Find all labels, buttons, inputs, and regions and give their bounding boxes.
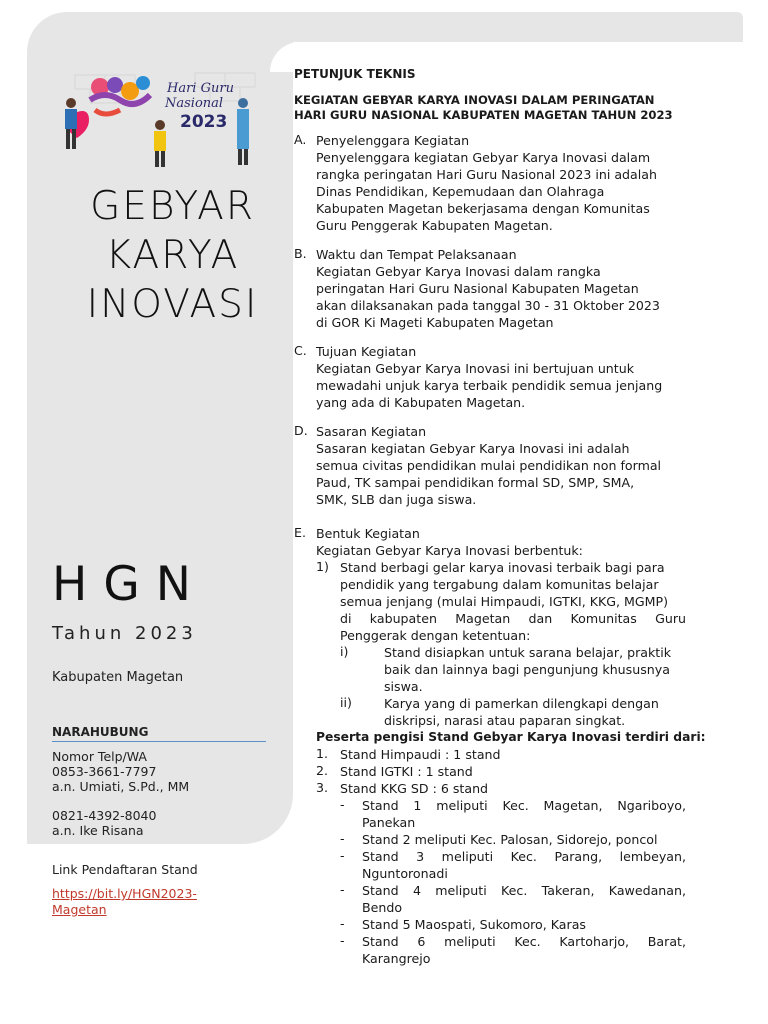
narahubung-heading: NARAHUBUNG: [52, 725, 149, 739]
stand-item-line: Karangrejo: [362, 951, 431, 966]
section-c-line: yang ada di Kabupaten Magetan.: [316, 395, 526, 410]
section-b-line: peringatan Hari Guru Nasional Kabupaten Magetan: [316, 281, 639, 296]
registration-link-label: Link Pendaftaran Stand: [52, 862, 198, 877]
peserta-number: 3.: [316, 780, 329, 795]
point-1-line: di kabupaten Magetan dan Komunitas Guru: [340, 611, 686, 626]
svg-text:Hari Guru: Hari Guru: [167, 81, 234, 96]
contact-phone-1: 0853-3661-7797: [52, 764, 157, 779]
kabupaten-label: Kabupaten Magetan: [52, 670, 184, 685]
stand-item-line: Stand 3 meliputi Kec. Parang, lembeyan,: [362, 849, 686, 864]
section-e-title: Bentuk Kegiatan: [316, 526, 420, 541]
section-d-line: semua civitas pendidikan mulai pendidikan non formal: [316, 458, 662, 473]
narahubung-divider: [52, 741, 266, 742]
point-1-number: 1): [316, 559, 329, 574]
stand-item-line: Nguntoronadi: [362, 866, 448, 881]
section-a-line: rangka peringatan Hari Guru Nasional 2023 ini adalah: [316, 167, 657, 182]
section-a-line: Penyelenggara kegiatan Gebyar Karya Inovasi dalam: [316, 150, 651, 165]
section-e-line: Kegiatan Gebyar Karya Inovasi berbentuk:: [316, 543, 583, 558]
sub-ii-number: ii): [340, 695, 352, 710]
point-1-line: pendidik yang tergabung dalam komunitas belajar: [340, 577, 659, 592]
stand-item-line: Stand 5 Maospati, Sukomoro, Karas: [362, 917, 586, 932]
point-1-line: Penggerak dengan ketentuan:: [340, 628, 531, 643]
section-d-title: Sasaran Kegiatan: [316, 424, 427, 439]
contact-label: Nomor Telp/WA: [52, 749, 147, 764]
dash-bullet: -: [340, 882, 345, 897]
stand-item-line: Stand 1 meliputi Kec. Magetan, Ngariboyo,: [362, 798, 686, 813]
section-b-line: Kegiatan Gebyar Karya Inovasi dalam rangka: [316, 264, 601, 279]
section-b-letter: B.: [294, 246, 307, 261]
year-label: Tahun 2023: [52, 623, 197, 644]
peserta-item: Stand KKG SD : 6 stand: [340, 781, 489, 796]
title-line-3: INOVASI: [86, 282, 259, 327]
stand-item-line: Bendo: [362, 900, 403, 915]
sub-i-number: i): [340, 644, 349, 659]
stand-item-line: Stand 6 meliputi Kec. Kartoharjo, Barat,: [362, 934, 686, 949]
dash-bullet: -: [340, 848, 345, 863]
sub-ii-line: diskripsi, narasi atau paparan singkat.: [384, 713, 626, 728]
point-1-line: Stand berbagi gelar karya inovasi terbaik bagi para: [340, 560, 665, 575]
section-c-line: Kegiatan Gebyar Karya Inovasi ini bertujuan untuk: [316, 361, 635, 376]
section-d-line: SMK, SLB dan juga siswa.: [316, 492, 477, 507]
section-e-letter: E.: [294, 525, 306, 540]
hari-guru-nasional-logo: [55, 65, 265, 170]
contact-phone-2: 0821-4392-8040: [52, 808, 157, 823]
svg-text:2023: 2023: [180, 112, 228, 132]
section-a-letter: A.: [294, 132, 307, 147]
peserta-number: 2.: [316, 763, 329, 778]
point-1-line: semua jenjang (mulai Himpaudi, IGTKI, KKG, MGMP): [340, 594, 668, 609]
peserta-item: Stand IGTKI : 1 stand: [340, 764, 473, 779]
section-c-title: Tujuan Kegiatan: [316, 344, 417, 359]
section-a-title: Penyelenggara Kegiatan: [316, 133, 470, 148]
peserta-number: 1.: [316, 746, 329, 761]
section-a-line: Guru Penggerak Kabupaten Magetan.: [316, 218, 553, 233]
section-d-line: Paud, TK sampai pendidikan formal SD, SMP, SMA,: [316, 475, 635, 490]
hgn-heading: HGN: [52, 557, 207, 612]
sub-ii-line: Karya yang di pamerkan dilengkapi dengan: [384, 696, 659, 711]
section-b-line: akan dilaksanakan pada tanggal 30 - 31 Oktober 2023: [316, 298, 660, 313]
dash-bullet: -: [340, 797, 345, 812]
registration-link[interactable]: https://bit.ly/HGN2023-Magetan: [52, 886, 197, 917]
sub-i-line: Stand disiapkan untuk sarana belajar, praktik: [384, 645, 671, 660]
top-header-strip: [293, 12, 743, 42]
section-a-line: Dinas Pendidikan, Kepemudaan dan Olahraga: [316, 184, 605, 199]
stand-item-line: Stand 2 meliputi Kec. Palosan, Sidorejo, poncol: [362, 832, 658, 847]
section-d-line: Sasaran kegiatan Gebyar Karya Inovasi ini adalah: [316, 441, 630, 456]
section-a-line: Kabupaten Magetan bekerjasama dengan Komunitas: [316, 201, 650, 216]
heading-kegiatan-1: KEGIATAN GEBYAR KARYA INOVASI DALAM PERINGATAN: [294, 93, 655, 107]
contact-name-1: a.n. Umiati, S.Pd., MM: [52, 779, 190, 794]
dash-bullet: -: [340, 831, 345, 846]
sub-i-line: siswa.: [384, 679, 423, 694]
contact-name-2: a.n. Ike Risana: [52, 823, 144, 838]
peserta-heading: Peserta pengisi Stand Gebyar Karya Inovasi terdiri dari:: [316, 730, 706, 744]
title-line-1: GEBYAR: [90, 184, 255, 229]
title-line-2: KARYA: [105, 233, 240, 278]
section-b-line: di GOR Ki Mageti Kabupaten Magetan: [316, 315, 554, 330]
sub-i-line: baik dan lainnya bagi pengunjung khususnya: [384, 662, 670, 677]
dash-bullet: -: [340, 933, 345, 948]
heading-petunjuk: PETUNJUK TEKNIS: [294, 67, 416, 81]
section-d-letter: D.: [294, 423, 308, 438]
stand-item-line: Panekan: [362, 815, 416, 830]
dash-bullet: -: [340, 916, 345, 931]
heading-kegiatan-2: HARI GURU NASIONAL KABUPATEN MAGETAN TAHUN 2023: [294, 108, 673, 122]
section-c-letter: C.: [294, 343, 307, 358]
peserta-item: Stand Himpaudi : 1 stand: [340, 747, 501, 762]
section-c-line: mewadahi unjuk karya terbaik pendidik semua jenjang: [316, 378, 663, 393]
section-b-title: Waktu dan Tempat Pelaksanaan: [316, 247, 517, 262]
svg-text:Nasional: Nasional: [165, 96, 224, 111]
stand-item-line: Stand 4 meliputi Kec. Takeran, Kawedanan,: [362, 883, 686, 898]
